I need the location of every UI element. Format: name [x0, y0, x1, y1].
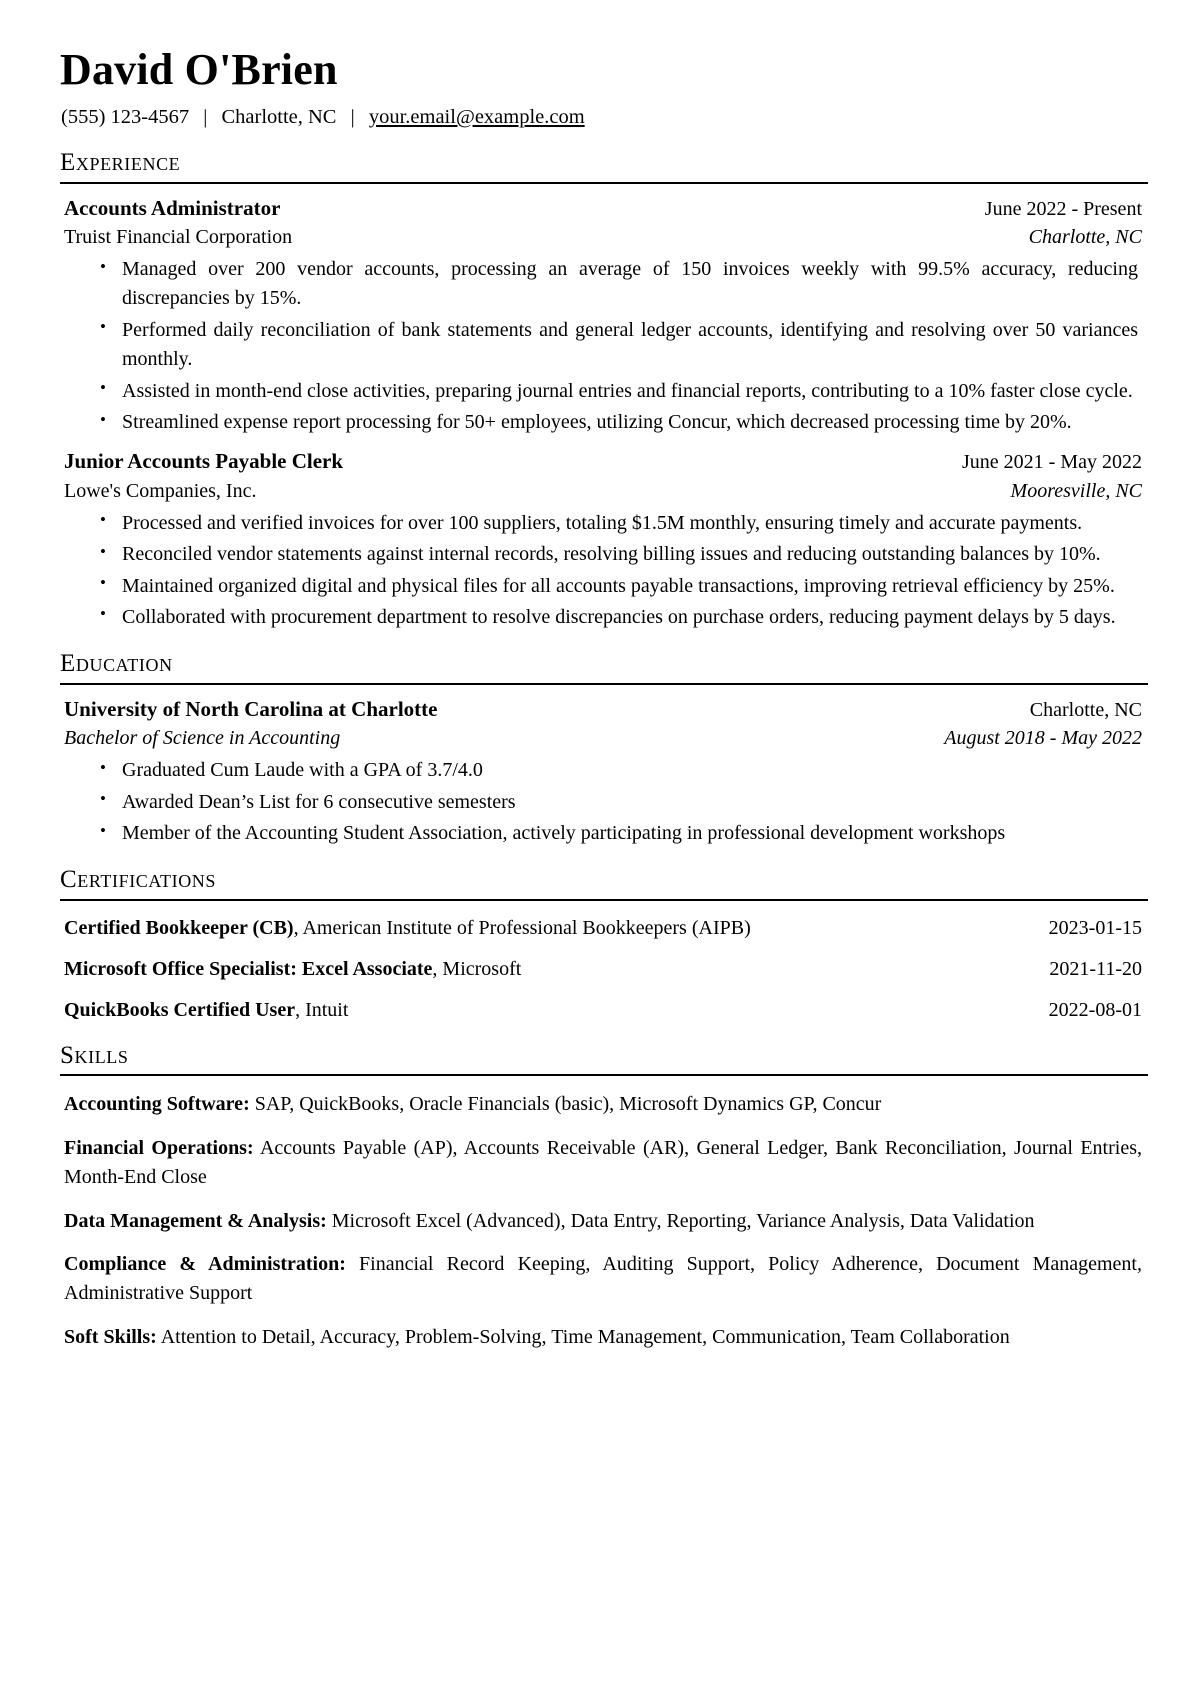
section-title-experience: Experience [60, 149, 181, 177]
experience-entry-subheading [64, 223, 1142, 251]
certification-issuer: , Microsoft [432, 957, 522, 980]
contact-separator: | [350, 105, 355, 128]
education-date: August 2018 - May 2022 [944, 727, 1142, 750]
section-title-education: Education [60, 650, 173, 678]
certification-name: Microsoft Office Specialist: Excel Associate [64, 957, 433, 980]
education-entry-heading [64, 695, 1142, 724]
candidate-name: David O'Brien [60, 45, 338, 94]
email-link[interactable]: your.email@example.com [368, 105, 585, 128]
list-item: • Collaborated with procurement department to resolve discrepancies on purchase orders, reducing payment delays by 5 days. [98, 603, 1138, 632]
degree-name: Bachelor of Science in Accounting [64, 727, 341, 750]
section-rule [60, 899, 1148, 901]
section-rule [60, 1074, 1148, 1076]
certification-date: 2022-08-01 [1048, 998, 1142, 1021]
certification-date: 2023-01-15 [1048, 916, 1142, 939]
contact-line [42, 104, 1148, 132]
certification-name: QuickBooks Certified User [64, 998, 296, 1021]
list-item: • Maintained organized digital and physical files for all accounts payable transactions, improving retrieval efficiency by 25%. [98, 572, 1138, 601]
certification-row [42, 914, 1148, 942]
list-item: • Assisted in month-end close activities, preparing journal entries and financial reports, contributing to a 10% faster close cycle. [98, 377, 1138, 406]
list-item: • Member of the Accounting Student Association, actively participating in professional development workshops [98, 819, 1138, 848]
job-location: Charlotte, NC [1028, 226, 1142, 249]
certification-date: 2021-11-20 [1049, 957, 1142, 980]
experience-entry-heading [64, 194, 1142, 223]
experience-entry-heading [64, 447, 1142, 476]
contact-separator: | [203, 105, 208, 128]
job-title: Junior Accounts Payable Clerk [64, 449, 344, 474]
skill-row [42, 1323, 1148, 1352]
resume-header [42, 46, 1148, 131]
company-name: Truist Financial Corporation [64, 226, 293, 249]
section-experience [42, 149, 1148, 632]
skill-category-label: Accounting Software: [64, 1093, 250, 1116]
list-item: • Managed over 200 vendor accounts, processing an average of 150 invoices weekly with 99.5% accuracy, reducing discrepancies by 15%. [98, 255, 1138, 314]
skill-row [42, 1134, 1148, 1193]
location-text: Charlotte, NC [221, 105, 337, 128]
certification-text [64, 914, 751, 942]
section-rule [60, 683, 1148, 685]
list-item: • Graduated Cum Laude with a GPA of 3.7/4.0 [98, 756, 1138, 785]
skill-category-value: SAP, QuickBooks, Oracle Financials (basic), Microsoft Dynamics GP, Concur [249, 1093, 882, 1116]
certification-row [42, 996, 1148, 1024]
skill-category-label: Data Management & Analysis: [64, 1209, 327, 1232]
job-date: June 2022 - Present [984, 197, 1142, 220]
section-title-skills: Skills [60, 1041, 129, 1069]
job-bullet-list [64, 255, 1142, 437]
certification-text [64, 996, 348, 1024]
institution-name: University of North Carolina at Charlotte [64, 696, 438, 721]
list-item: • Awarded Dean’s List for 6 consecutive semesters [98, 788, 1138, 817]
certification-issuer: , American Institute of Professional Bookkeepers (AIPB) [293, 916, 751, 939]
skill-category-label: Soft Skills: [64, 1325, 157, 1348]
skill-category-label: Financial Operations: [64, 1136, 254, 1159]
experience-entry-subheading [64, 477, 1142, 505]
job-date: June 2021 - May 2022 [962, 451, 1142, 474]
section-education [42, 650, 1148, 848]
company-name: Lowe's Companies, Inc. [64, 479, 257, 502]
institution-location: Charlotte, NC [1029, 698, 1142, 721]
phone-number: (555) 123-4567 [61, 105, 190, 128]
skill-category-value: Attention to Detail, Accuracy, Problem-Solving, Time Management, Communication, Team Collaboration [156, 1325, 1010, 1348]
section-certifications [42, 866, 1148, 1024]
skill-category-value: Microsoft Excel (Advanced), Data Entry, Reporting, Variance Analysis, Data Validation [326, 1209, 1035, 1232]
experience-entry [42, 447, 1148, 632]
section-rule [60, 182, 1148, 184]
education-bullet-list [64, 756, 1142, 848]
skill-category-label: Compliance & Administration: [64, 1253, 346, 1275]
skill-category-value: Financial Record Keeping, Auditing Support, Policy Adherence, Document Management, Administrative Support [64, 1253, 1142, 1305]
certification-name: Certified Bookkeeper (CB) [64, 916, 294, 939]
job-title: Accounts Administrator [64, 195, 281, 220]
certification-issuer: , Intuit [295, 998, 349, 1021]
section-title-certifications: Certifications [60, 866, 216, 894]
experience-entry [42, 194, 1148, 438]
certification-text [64, 955, 521, 983]
section-skills [42, 1042, 1148, 1352]
skill-row [42, 1207, 1148, 1236]
list-item: • Streamlined expense report processing for 50+ employees, utilizing Concur, which decreased processing time by 20%. [98, 408, 1138, 437]
list-item: • Reconciled vendor statements against internal records, resolving billing issues and reducing outstanding balances by 10%. [98, 540, 1138, 569]
education-entry-subheading [64, 724, 1142, 752]
education-entry [42, 695, 1148, 849]
certification-row [42, 955, 1148, 983]
list-item: • Performed daily reconciliation of bank statements and general ledger accounts, identifying and resolving over 50 variances monthly. [98, 316, 1138, 375]
job-bullet-list [64, 509, 1142, 633]
skill-category-value: Accounts Payable (AP), Accounts Receivable (AR), General Ledger, Bank Reconciliation, Journal Entries, Month-End Close [64, 1136, 1142, 1189]
skill-row [42, 1090, 1148, 1119]
job-location: Mooresville, NC [1010, 479, 1142, 502]
skill-row [42, 1250, 1148, 1309]
list-item: • Processed and verified invoices for over 100 suppliers, totaling $1.5M monthly, ensuring timely and accurate payments. [98, 509, 1138, 538]
